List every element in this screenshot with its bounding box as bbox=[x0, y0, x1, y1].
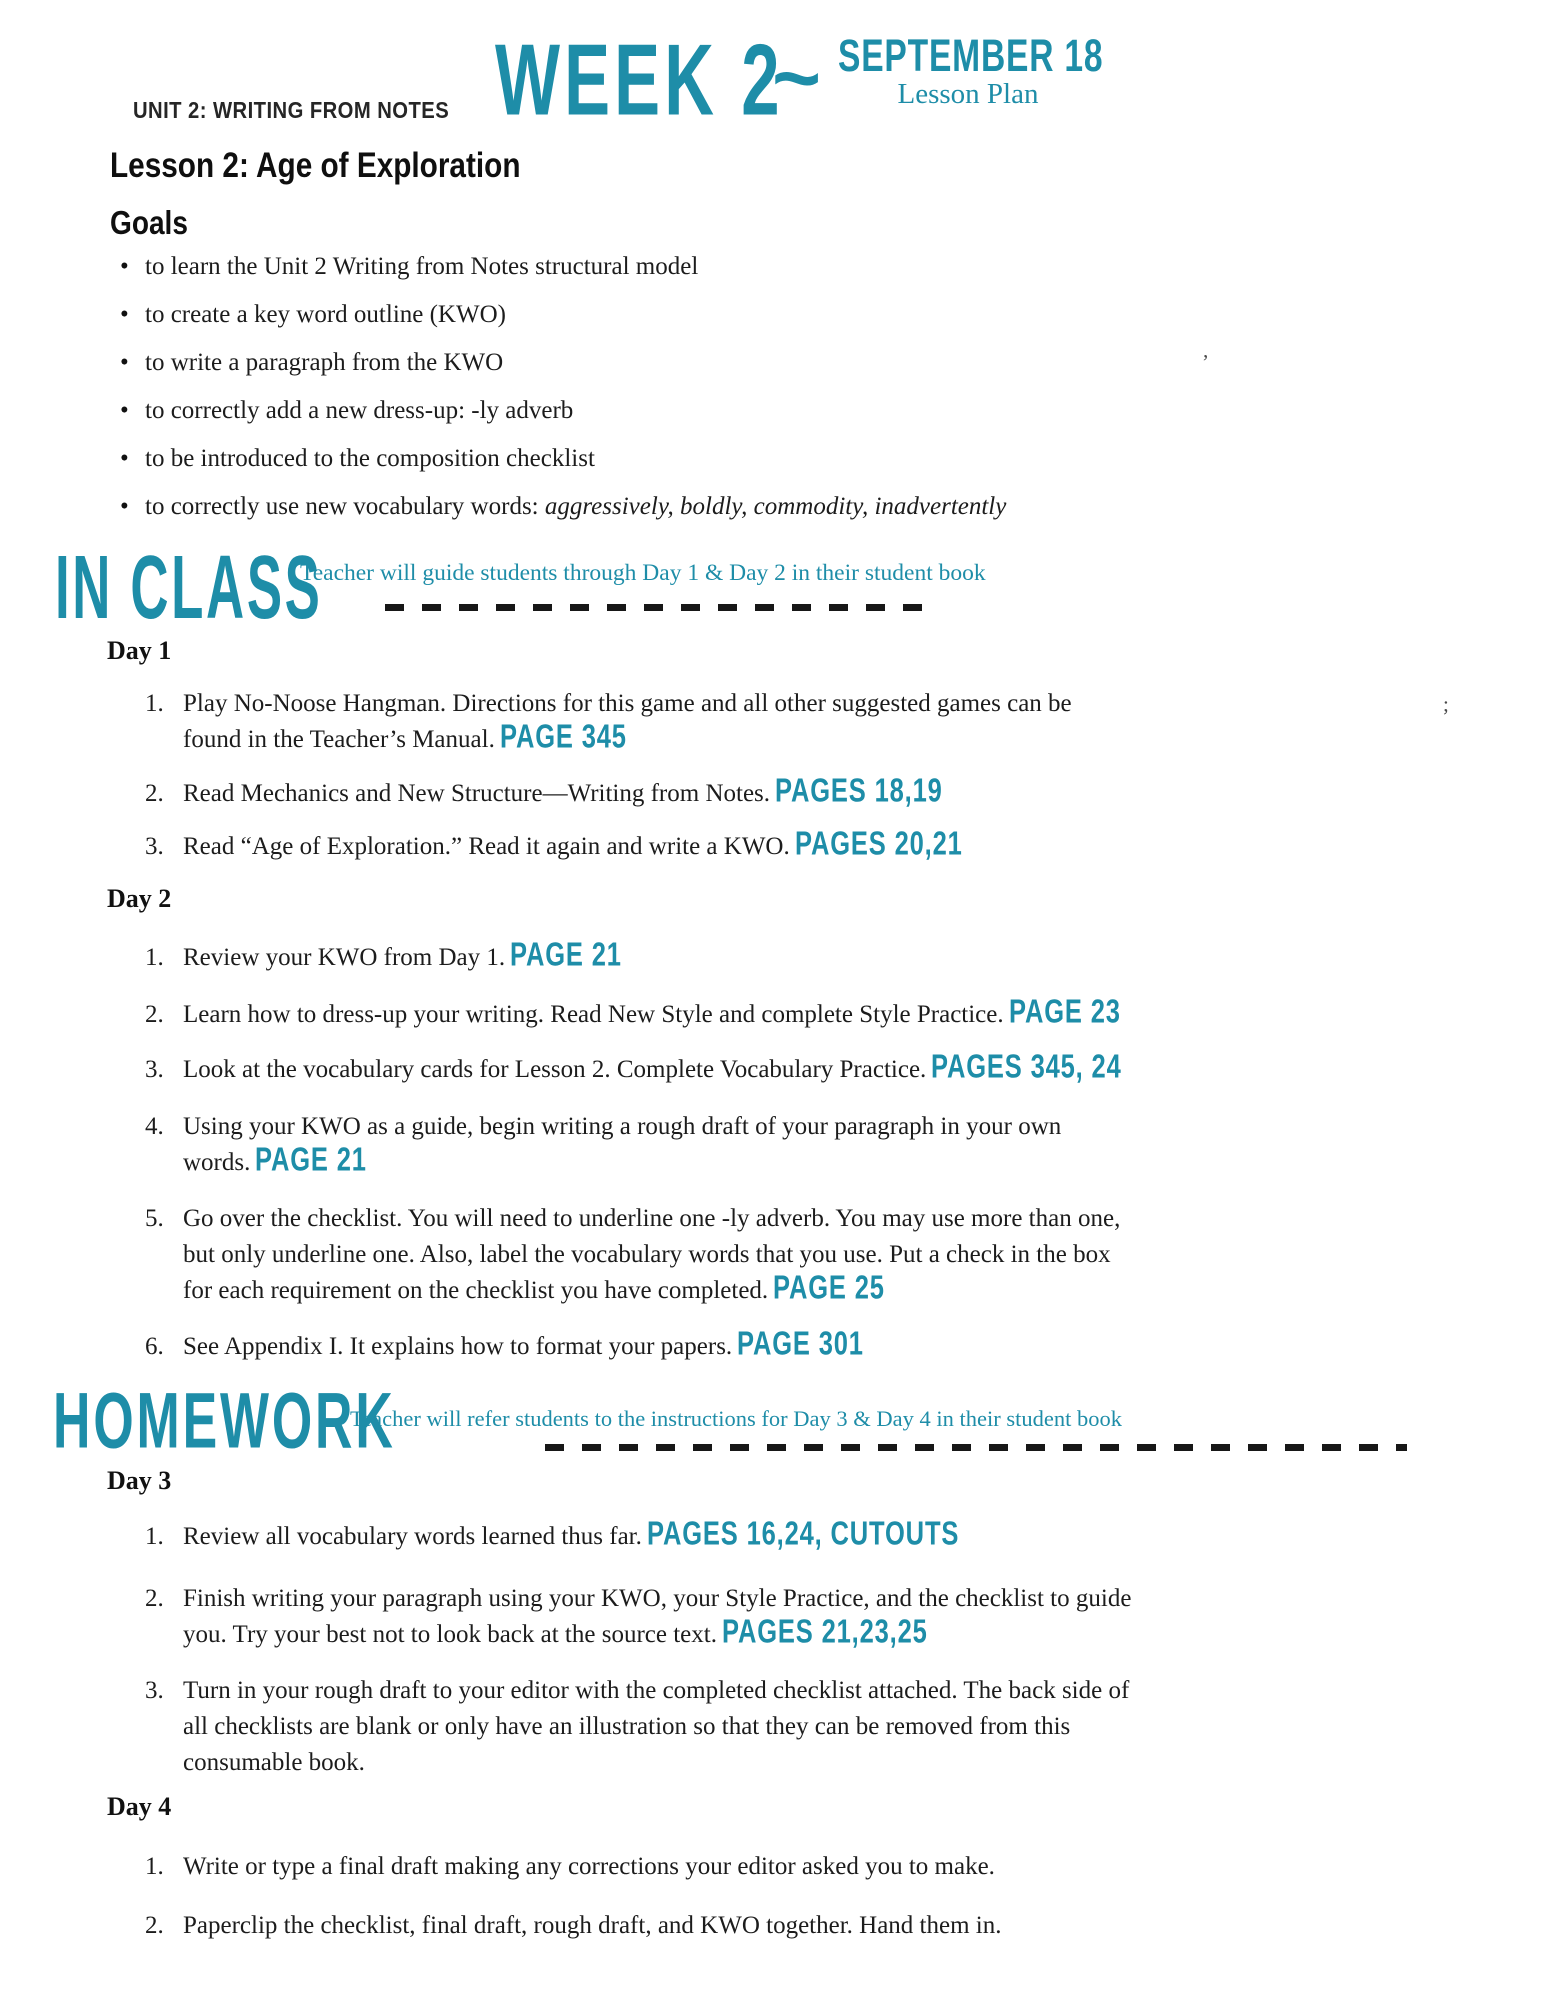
bullet-icon: • bbox=[120, 445, 129, 472]
unit-label: UNIT 2: WRITING FROM NOTES bbox=[133, 97, 450, 123]
day3-item-3 bbox=[145, 1673, 1133, 1781]
item-text: Using your KWO as a guide, begin writing a rough draft of your paragraph in your own words. bbox=[183, 1113, 1062, 1176]
day4-item-1 bbox=[145, 1849, 1133, 1885]
goal-item bbox=[120, 394, 1220, 428]
item-number: 2. bbox=[145, 780, 164, 807]
goal-text: to create a key word outline (KWO) bbox=[145, 301, 506, 328]
page-annotation: PAGES 18,19 bbox=[775, 772, 943, 810]
lesson-plan-label: Lesson Plan bbox=[897, 78, 1039, 110]
bullet-icon: • bbox=[120, 253, 129, 280]
item-number: 2. bbox=[145, 1912, 164, 1939]
page-annotation: PAGES 20,21 bbox=[794, 825, 963, 863]
in-class-heading: IN CLASS bbox=[55, 537, 323, 637]
dashed-underline bbox=[385, 604, 933, 611]
item-number: 2. bbox=[145, 1585, 164, 1612]
page-annotation: PAGES 16,24, CUTOUTS bbox=[646, 1515, 960, 1553]
homework-heading: HOMEWORK bbox=[53, 1377, 396, 1466]
bullet-icon: • bbox=[120, 397, 129, 424]
item-text: Read “Age of Exploration.” Read it again and write a KWO. bbox=[183, 833, 790, 860]
goal-item bbox=[120, 298, 1220, 332]
day1-heading: Day 1 bbox=[107, 636, 172, 665]
goal-item bbox=[120, 490, 1220, 524]
item-text: Go over the checklist. You will need to underline one -ly adverb. You may use more than one, but only underline one. Also, label the vocabulary words that you use. Put a check in the box for each requirement on the checklist you have completed. bbox=[183, 1205, 1121, 1304]
page-annotation: PAGE 345 bbox=[499, 718, 627, 756]
item-number: 3. bbox=[145, 1056, 164, 1083]
dashed-underline bbox=[545, 1444, 1407, 1451]
goal-text: to correctly add a new dress-up: -ly adverb bbox=[145, 397, 574, 424]
in-class-note: Teacher will guide students through Day 1 & Day 2 in their student book bbox=[300, 560, 986, 586]
goal-item bbox=[120, 346, 1220, 380]
page-annotation: PAGES 345, 24 bbox=[931, 1048, 1122, 1086]
item-text: Turn in your rough draft to your editor with the completed checklist attached. The back side of all checklists are blank or only have an illustration so that they can be removed from this consumable book. bbox=[183, 1677, 1130, 1776]
page-annotation: PAGE 21 bbox=[255, 1141, 368, 1179]
scan-speck: ’ bbox=[1202, 350, 1209, 374]
page-annotation: PAGES 21,23,25 bbox=[721, 1613, 928, 1651]
item-text: Review your KWO from Day 1. bbox=[183, 944, 506, 971]
lesson-title: Lesson 2: Age of Exploration bbox=[110, 146, 521, 185]
date-label: SEPTEMBER 18 bbox=[838, 30, 1104, 81]
day2-heading: Day 2 bbox=[107, 884, 172, 913]
week-label: WEEK 2 bbox=[495, 23, 784, 137]
item-number: 6. bbox=[145, 1333, 164, 1360]
goal-vocab-italic: aggressively, boldly, commodity, inadvertently bbox=[544, 493, 1007, 520]
item-number: 1. bbox=[145, 944, 164, 971]
item-text: Paperclip the checklist, final draft, rough draft, and KWO together. Hand them in. bbox=[183, 1912, 1002, 1939]
item-text: Read Mechanics and New Structure—Writing from Notes. bbox=[183, 780, 771, 807]
day2-item-2 bbox=[145, 993, 1133, 1033]
item-text: Write or type a final draft making any corrections your editor asked you to make. bbox=[183, 1853, 995, 1880]
day1-item-1 bbox=[145, 686, 1133, 758]
item-text: Learn how to dress-up your writing. Read New Style and complete Style Practice. bbox=[183, 1001, 1004, 1028]
bullet-icon: • bbox=[120, 349, 129, 376]
date-annotation bbox=[838, 30, 1104, 111]
homework-note: Teacher will refer students to the instructions for Day 3 & Day 4 in their student book bbox=[350, 1406, 1122, 1431]
goal-item bbox=[120, 442, 1220, 476]
day4-item-2 bbox=[145, 1908, 1133, 1944]
bullet-icon: • bbox=[120, 301, 129, 328]
item-text: Look at the vocabulary cards for Lesson 2. Complete Vocabulary Practice. bbox=[183, 1056, 927, 1083]
item-number: 1. bbox=[145, 1523, 164, 1550]
page-annotation: PAGE 301 bbox=[737, 1325, 864, 1363]
item-text: Review all vocabulary words learned thus far. bbox=[183, 1523, 642, 1550]
day1-item-3 bbox=[145, 825, 1133, 865]
item-number: 5. bbox=[145, 1205, 164, 1232]
goals-heading: Goals bbox=[110, 204, 188, 241]
item-number: 2. bbox=[145, 1001, 164, 1028]
bullet-icon: • bbox=[120, 493, 129, 520]
day4-heading: Day 4 bbox=[107, 1792, 172, 1821]
item-text: Play No-Noose Hangman. Directions for this game and all other suggested games can be found in the Teacher’s Manual. bbox=[183, 690, 1072, 753]
goal-text: to correctly use new vocabulary words: bbox=[145, 493, 545, 520]
day3-item-1 bbox=[145, 1515, 1133, 1555]
day3-heading: Day 3 bbox=[107, 1466, 172, 1495]
page-annotation: PAGE 23 bbox=[1008, 993, 1121, 1031]
goal-text: to be introduced to the composition checklist bbox=[145, 445, 595, 472]
day1-item-2 bbox=[145, 772, 1133, 812]
item-number: 3. bbox=[145, 833, 164, 860]
item-number: 4. bbox=[145, 1113, 164, 1140]
item-text: Finish writing your paragraph using your KWO, your Style Practice, and the checklist to guide you. Try your best not to look back at the source text. bbox=[183, 1585, 1132, 1648]
goal-item bbox=[120, 250, 1220, 284]
item-text: See Appendix I. It explains how to format your papers. bbox=[183, 1333, 733, 1360]
day2-item-1 bbox=[145, 936, 1133, 976]
goal-text: to write a paragraph from the KWO bbox=[145, 349, 504, 376]
goal-text: to learn the Unit 2 Writing from Notes structural model bbox=[145, 253, 699, 280]
page-annotation: PAGE 21 bbox=[510, 936, 622, 974]
page-annotation: PAGE 25 bbox=[773, 1269, 885, 1307]
day2-item-3 bbox=[145, 1048, 1133, 1088]
item-number: 3. bbox=[145, 1677, 164, 1704]
tilde-mark: ~ bbox=[772, 31, 822, 125]
scan-speck: ; bbox=[1443, 692, 1449, 716]
day2-item-5 bbox=[145, 1201, 1133, 1309]
item-number: 1. bbox=[145, 690, 164, 717]
day3-item-2 bbox=[145, 1581, 1133, 1653]
day2-item-4 bbox=[145, 1109, 1133, 1181]
item-number: 1. bbox=[145, 1853, 164, 1880]
day2-item-6 bbox=[145, 1325, 1133, 1365]
